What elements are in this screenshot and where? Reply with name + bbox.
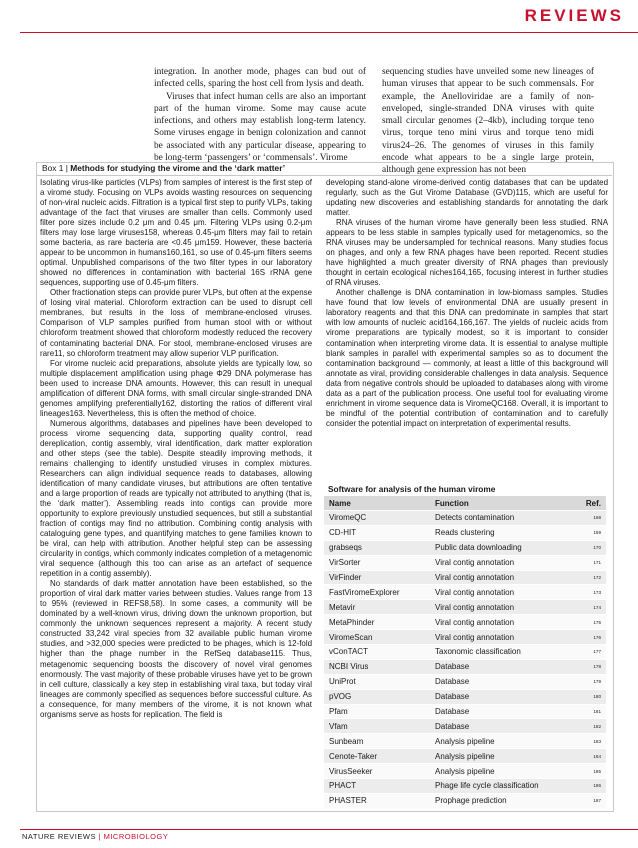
table-row — [324, 555, 606, 570]
cell-function: Viral contig annotation — [430, 615, 568, 630]
cell-ref: 176 — [568, 630, 606, 645]
table-row — [324, 645, 606, 660]
cell-function: Prophage prediction — [430, 793, 568, 807]
table-row — [324, 734, 606, 749]
cell-name: ViromeQC — [324, 511, 430, 526]
table-row — [324, 585, 606, 600]
table-row — [324, 659, 606, 674]
table-row — [324, 511, 606, 526]
cell-name: grabseqs — [324, 540, 430, 555]
cell-name: vConTACT — [324, 645, 430, 660]
cell-ref: 178 — [568, 659, 606, 674]
box-heading: Methods for studying the virome and the ‘dark matter’ — [70, 163, 286, 173]
cell-function: Viral contig annotation — [430, 630, 568, 645]
box-title: Box 1 | Methods for studying the virome and the ‘dark matter’ — [42, 163, 286, 173]
cell-ref: 179 — [568, 674, 606, 689]
cell-function: Viral contig annotation — [430, 585, 568, 600]
cell-function: Database — [430, 719, 568, 734]
cell-name: CD-HIT — [324, 525, 430, 540]
table-row — [324, 525, 606, 540]
box-right-column — [326, 178, 608, 429]
cell-name: ViromeScan — [324, 630, 430, 645]
cell-ref: 177 — [568, 645, 606, 660]
cell-name: VirusSeeker — [324, 764, 430, 779]
table-row — [324, 764, 606, 779]
box-label: Box 1 — [42, 163, 64, 173]
software-table — [324, 496, 606, 808]
cell-ref: 175 — [568, 615, 606, 630]
cell-ref: 172 — [568, 570, 606, 585]
cell-function: Viral contig annotation — [430, 570, 568, 585]
table-row — [324, 793, 606, 807]
col-header-function: Function — [430, 496, 568, 511]
col-header-ref: Ref. — [568, 496, 606, 511]
cell-function: Database — [430, 689, 568, 704]
cell-function: Taxonomic classification — [430, 645, 568, 660]
cell-name: NCBI Virus — [324, 659, 430, 674]
top-left-p1: integration. In another mode, phages can bud out of infected cells, sparing the host cell from lysis and death. — [154, 67, 366, 90]
table-row — [324, 749, 606, 764]
table-row — [324, 719, 606, 734]
software-table-panel — [324, 482, 606, 808]
table-row — [324, 704, 606, 719]
cell-name: Metavir — [324, 600, 430, 615]
footer-journal: NATURE REVIEWS — [22, 832, 96, 841]
cell-function: Detects contamination — [430, 511, 568, 526]
cell-name: VirFinder — [324, 570, 430, 585]
box-paragraph: RNA viruses of the human virome have generally been less studied. RNA appears to be less stable in samples typically used for metagenomics, so the RNA viruses may be undersampled for technical reasons. Many studies focus on phages, and only a few RNA phages have been reported. Recent studies have highlighted a much greater diversity of RNA phages than previously thought in certain ecological niches164,165, focusing interest in further studies of RNA viruses. — [326, 218, 608, 288]
cell-name: PHASTER — [324, 793, 430, 807]
table-row — [324, 600, 606, 615]
cell-name: UniProt — [324, 674, 430, 689]
table-row — [324, 570, 606, 585]
table-row — [324, 674, 606, 689]
cell-function: Database — [430, 659, 568, 674]
software-table-title: Software for analysis of the human virome — [324, 482, 606, 496]
footer-separator: | — [95, 832, 104, 841]
box-paragraph: No standards of dark matter annotation have been established, so the proportion of viral dark matter varies between studies. Values range from 13 to 95% (reviewed in REFS8,58). In some cases, a community will be dominated by a well-known virus, driving down the unknown proportion, but commonly the unknown sequences represent a majority. A recent study constructed 33,242 viral species from 32 available public human virome studies, and >32,000 species were predicted to be phages, which is 12-fold higher than the phage number in the RefSeq database115. Thus, metagenomic sequencing boosts the discovery of novel viral genomes enormously. The vast majority of these probable viruses have yet to be grown in cell culture, classically a key step in establishing viral taxa, but today viral lineages are commonly specified as sequences before successful culture. As a consequence, for many members of the virome, it is not known what organisms serve as hosts for replication. The field is — [40, 579, 312, 719]
cell-function: Phage life cycle classification — [430, 779, 568, 794]
cell-ref: 174 — [568, 600, 606, 615]
software-table-body — [324, 511, 606, 808]
section-label: REVIEWS — [524, 6, 624, 25]
table-row — [324, 540, 606, 555]
table-row — [324, 689, 606, 704]
cell-ref: 168 — [568, 511, 606, 526]
box-left-column — [40, 178, 312, 720]
cell-function: Viral contig annotation — [430, 555, 568, 570]
cell-function: Analysis pipeline — [430, 764, 568, 779]
footer — [22, 832, 168, 841]
top-right-column — [382, 66, 594, 177]
table-row — [324, 615, 606, 630]
table-header-row — [324, 496, 606, 511]
cell-ref: 171 — [568, 555, 606, 570]
box-paragraph: developing stand-alone virome-derived contig databases that can be updated regularly, such as the Gut Virome Database (GVD)115, which are useful for updating new discoveries and establishing standards for annotating the dark matter. — [326, 178, 608, 218]
box-paragraph: Another challenge is DNA contamination in low-biomass samples. Studies have found that low levels of environmental DNA are usually present in laboratory reagents and that this DNA can predominate in samples that start with low amounts of nucleic acid164,166,167. The yields of nucleic acids from virome preparations are typically modest, so it is important to consider contamination when interpreting virome data. It is essential to analyse multiple blank samples in parallel with experimental samples so as to document the contamination background — commonly, at least a little of this background will annotate as viral, providing considerable challenges in data analysis. Sequence data from negative controls should be uploaded to databases along with virome data as a part of the publication process. One useful tool for evaluating virome enrichment in virome sequence data is ViromeQC168. Overall, it is important to be mindful of the potential contribution of contamination and to carefully consider the potential impact on interpretation of experimental results. — [326, 288, 608, 428]
cell-name: Cenote-Taker — [324, 749, 430, 764]
cell-name: PHACT — [324, 779, 430, 794]
table-row — [324, 630, 606, 645]
cell-ref: 183 — [568, 734, 606, 749]
top-left-p2: Viruses that infect human cells are also an important part of the human virome. Some may cause acute infections, and others may establish long-term latency. Some viruses engage in benign colonization and cannot be associated with any particular disease, appearing to be long-term ‘passengers’ or ‘commensals’. Virome — [154, 91, 366, 164]
cell-name: MetaPhinder — [324, 615, 430, 630]
cell-function: Analysis pipeline — [430, 749, 568, 764]
cell-function: Public data downloading — [430, 540, 568, 555]
cell-ref: 182 — [568, 719, 606, 734]
cell-function: Analysis pipeline — [430, 734, 568, 749]
cell-function: Reads clustering — [430, 525, 568, 540]
cell-ref: 170 — [568, 540, 606, 555]
cell-function: Viral contig annotation — [430, 600, 568, 615]
cell-ref: 173 — [568, 585, 606, 600]
footer-subject: MICROBIOLOGY — [103, 832, 169, 841]
cell-name: VirSorter — [324, 555, 430, 570]
cell-ref: 181 — [568, 704, 606, 719]
top-right-p1: sequencing studies have unveiled some new lineages of human viruses that appear to be such commensals. For example, the Anelloviridae are a family of non-enveloped, single-stranded DNA viruses with quite small circular genomes (2–4kb), including torque teno virus, torque teno mini virus and torque teno midi virus24–26. The genomes of viruses in this family encode what appears to be a single large protein, although gene expression has not been — [382, 67, 594, 176]
cell-function: Database — [430, 704, 568, 719]
cell-ref: 180 — [568, 689, 606, 704]
cell-name: Pfam — [324, 704, 430, 719]
box-paragraph: For virome nucleic acid preparations, absolute yields are typically low, so multiple displacement amplification using phage Φ29 DNA polymerase has been used to increase DNA amounts. However, this can result in unequal amplification of different DNA forms, with small circular single-stranded DNA genomes amplifying preferentially162, distorting the ratios of different viral lineages163. Nevertheless, this is often the method of choice. — [40, 358, 312, 418]
cell-name: Sunbeam — [324, 734, 430, 749]
box-paragraph: Other fractionation steps can provide purer VLPs, but often at the expense of losing viral material. Chloroform extraction can be used to disrupt cell membranes, but results in the loss of membrane-enclosed viruses. Comparison of VLP samples purified from human stool with or without chloroform treatment showed that chloroform modestly reduced the recovery of contaminating bacterial DNA. For stool, membrane-enclosed viruses are rare11, so chloroform treatment may allow superior VLP purification. — [40, 288, 312, 358]
box-paragraph: Numerous algorithms, databases and pipelines have been developed to process virome sequencing data, supporting quality control, read dereplication, contig assembly, viral identification, dark matter exploration and other steps (see the table). Despite steadily improving methods, it remains challenging to identify unstudied viruses in complex mixtures. Researchers can align individual sequence reads to databases, allowing identification of many candidate viruses, but attributions are often tentative and a large proportion of reads are typically not attributed to anything (that is, the ‘dark matter’). Assembling reads into contigs can provide more opportunity to explore previously unstudied sequences, but still a substantial fraction of contigs may find no attribution. Combining contig analysis with cataloguing gene types, and quantifying matches to gene families known to be viral, can help with attribution. Another helpful step can be assessing circularity in contigs, which commonly indicates completion of a metagenomic viral sequence (although this too can arise as an artefact of sequence repetition in a contig assembly). — [40, 418, 312, 579]
cell-ref: 185 — [568, 764, 606, 779]
cell-name: pVOG — [324, 689, 430, 704]
cell-ref: 186 — [568, 779, 606, 794]
cell-ref: 187 — [568, 793, 606, 807]
cell-function: Database — [430, 674, 568, 689]
cell-ref: 184 — [568, 749, 606, 764]
top-left-column — [154, 66, 366, 164]
col-header-name: Name — [324, 496, 430, 511]
footer-rule — [20, 829, 638, 830]
cell-name: Vfam — [324, 719, 430, 734]
box-paragraph: Isolating virus-like particles (VLPs) from samples of interest is the first step of a virome study. Focusing on VLPs avoids wasting resources on sequencing of non-viral nucleic acids. Filtration is a typical first step to purify VLPs, taking advantage of the fact that viruses are smaller than cells. Commonly used filter pore sizes include 0.2 μm and 0.45 μm. Filtering VLPs using 0.2-μm filters may lose large viruses158, whereas 0.45-μm filters may fail to retain some bacteria, as rare bacteria are <0.45 μm159. However, these bacteria appear to be uncommon in humans160,161, so use of 0.45-μm filters seems optimal. Unpublished comparisons of the two filter types in our laboratory showed no differences in contamination with bacterial 16S rRNA gene sequences, supporting use of 0.45-μm filters. — [40, 178, 312, 288]
table-row — [324, 779, 606, 794]
header-rule — [20, 32, 638, 33]
cell-ref: 169 — [568, 525, 606, 540]
cell-name: FastViromeExplorer — [324, 585, 430, 600]
